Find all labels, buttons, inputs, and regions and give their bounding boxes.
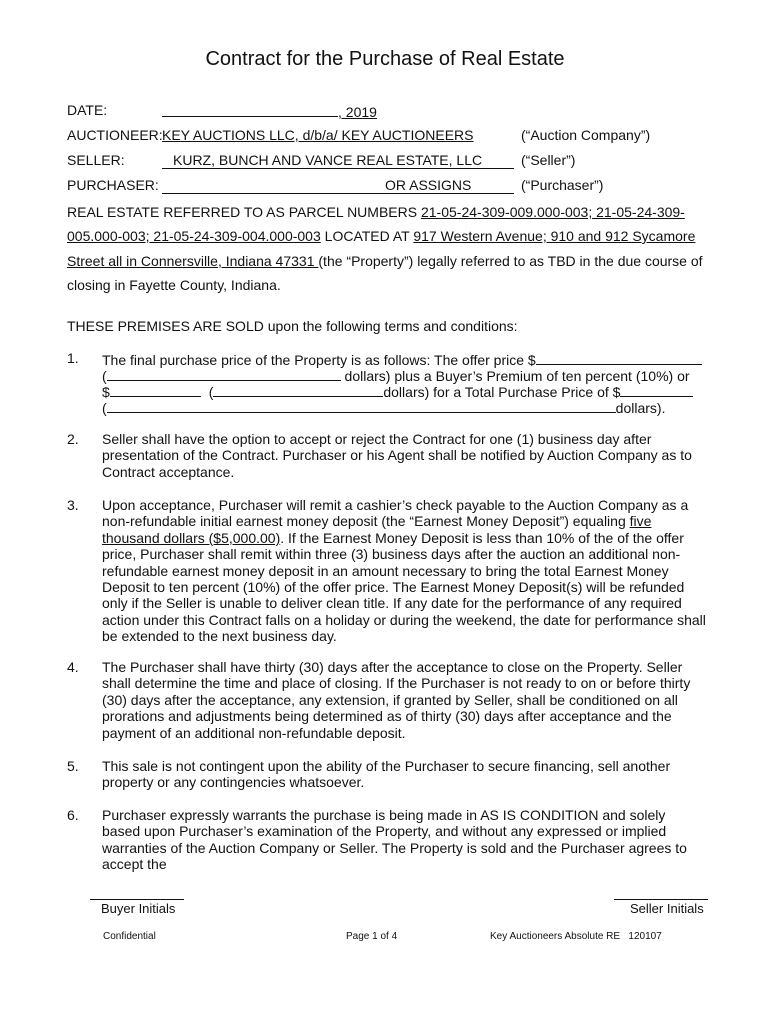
clause-1-line-4 — [102, 398, 665, 416]
offer-words-blank — [107, 366, 341, 381]
clause-5-text: This sale is not contingent upon the ability of the Purchaser to secure financing, sell another property or any contingencies whatsoever. — [102, 758, 671, 791]
premium-amount-blank — [110, 382, 201, 397]
seller-field — [162, 152, 514, 169]
footer-confidential: Confidential — [103, 931, 156, 942]
clause-2-text: Seller shall have the option to accept or reject the Contract for one (1) business day after presentation of the Contract. Purchaser or his Agent shall be notified by Auction Company as to Contract acceptance. — [102, 431, 692, 480]
dollars-text: dollars). — [615, 400, 666, 416]
total-price-text: dollars) for a Total Purchase Price of $ — [383, 384, 621, 400]
clause-5-number: 5. — [67, 758, 79, 774]
seller-value: KURZ, BUNCH AND VANCE REAL ESTATE, LLC — [173, 152, 483, 168]
parcel-line-4: closing in Fayette County, Indiana. — [67, 277, 281, 293]
buyer-initials-label: Buyer Initials — [101, 901, 176, 916]
clause-4-text: The Purchaser shall have thirty (30) days after the acceptance to close on the Property. Seller shall determine the time and place of closing. If the Purchaser is not ready to on or before thirty (30) days after the acceptance, any extension, if granted by Seller, shall be conditioned on all prorations and adjustments being determined as of thirty (30) days after acceptance and the payment of an additional non-refundable deposit. — [102, 659, 691, 741]
parcel-line-3 — [67, 253, 703, 269]
property-address: 917 Western Avenue; 910 and 912 Sycamore — [413, 228, 696, 244]
dollar-sign: $ — [102, 384, 110, 400]
clause-3-part-a: Upon acceptance, Purchaser will remit a cashier’s check payable to the Auction Company as a non-refundable initial earnest money deposit (the “Earnest Money Deposit”) equaling — [102, 497, 689, 530]
date-row — [67, 102, 107, 118]
footer-page-number: Page 1 of 4 — [346, 931, 398, 942]
total-price-blank — [620, 382, 693, 397]
clause-1-text: The final purchase price of the Property is as follows: The offer price $ — [102, 352, 536, 368]
auctioneer-alias: (“Auction Company”) — [521, 127, 651, 143]
auctioneer-value — [162, 127, 514, 143]
property-text: (the “Property”) legally referred to as TBD in the due course of — [318, 253, 703, 269]
footer-doc-id: Key Auctioneers Absolute RE 120107 — [490, 931, 662, 942]
page-title: Contract for the Purchase of Real Estate — [205, 48, 565, 70]
deposit-amount: five thousand dollars ($5,000.00) — [102, 513, 652, 546]
buyer-initials-line — [90, 899, 184, 900]
premium-words-blank — [213, 382, 383, 397]
clause-3-text — [102, 497, 706, 645]
clause-6-text: Purchaser expressly warrants the purchase is being made in AS IS CONDITION and solely based upon Purchaser’s examination of the Property, and without any expressed or implied warranties of the Auction Company or Seller. The Property is sold and the Purchaser agrees to accept the — [102, 807, 687, 873]
parcel-line-1 — [67, 204, 685, 220]
total-words-blank — [107, 398, 616, 413]
buyer-premium-text: dollars) plus a Buyer’s Premium of ten percent (10%) or — [340, 368, 690, 384]
clause-2-number: 2. — [67, 431, 79, 447]
auctioneer-label: AUCTIONEER: — [67, 127, 163, 143]
date-blank — [162, 102, 338, 117]
date-field — [162, 102, 377, 120]
clause-3-part-b: . If the Earnest Money Deposit is less than 10% of the of the offer price, Purchaser shall remit within three (3) business days after the auction an additional non-refundable earnest money deposit in an amount necessary to bring the total Earnest Money Deposit to ten percent (10%) of the offer price. The Earnest Money Deposit(s) will be refunded only if the Seller is unable to deliver clean title. If any date for the performance of any required action under this Contract falls on a holiday or during the weekend, the date for performance shall be extended to the next business day. — [102, 529, 706, 645]
parcel-text: REAL ESTATE REFERRED TO AS PARCEL NUMBERS — [67, 204, 421, 220]
purchaser-label: PURCHASER: — [67, 177, 159, 193]
seller-initials-line — [614, 899, 708, 900]
paren: ( — [102, 400, 107, 416]
seller-alias: (“Seller”) — [521, 152, 576, 168]
date-label: DATE: — [67, 102, 108, 118]
paren: ( — [208, 384, 214, 400]
auctioneer-name: KEY AUCTIONS LLC, d/b/a/ KEY AUCTIONEERS — [162, 127, 474, 143]
clause-3-number: 3. — [67, 497, 79, 513]
clause-1-number: 1. — [67, 350, 79, 366]
clause-6-number: 6. — [67, 807, 79, 823]
clause-4-number: 4. — [67, 659, 79, 675]
intro-text: THESE PREMISES ARE SOLD upon the following terms and conditions: — [67, 318, 518, 334]
located-at: LOCATED AT — [320, 228, 414, 244]
paren: ( — [102, 368, 107, 384]
date-year: , 2019 — [338, 104, 377, 120]
purchaser-field — [162, 177, 514, 194]
purchaser-value: OR ASSIGNS — [385, 177, 472, 193]
parcel-line-2 — [67, 228, 695, 244]
offer-price-blank — [536, 350, 702, 365]
seller-label: SELLER: — [67, 152, 125, 168]
seller-initials-label: Seller Initials — [630, 901, 704, 916]
purchaser-alias: (“Purchaser”) — [521, 177, 604, 193]
parcel-numbers-cont: 005.000-003; 21-05-24-309-004.000-003 — [67, 228, 321, 244]
parcel-numbers: 21-05-24-309-009.000-003; 21-05-24-309- — [420, 204, 685, 220]
property-address-cont: Street all in Connersville, Indiana 47331 — [67, 253, 319, 269]
